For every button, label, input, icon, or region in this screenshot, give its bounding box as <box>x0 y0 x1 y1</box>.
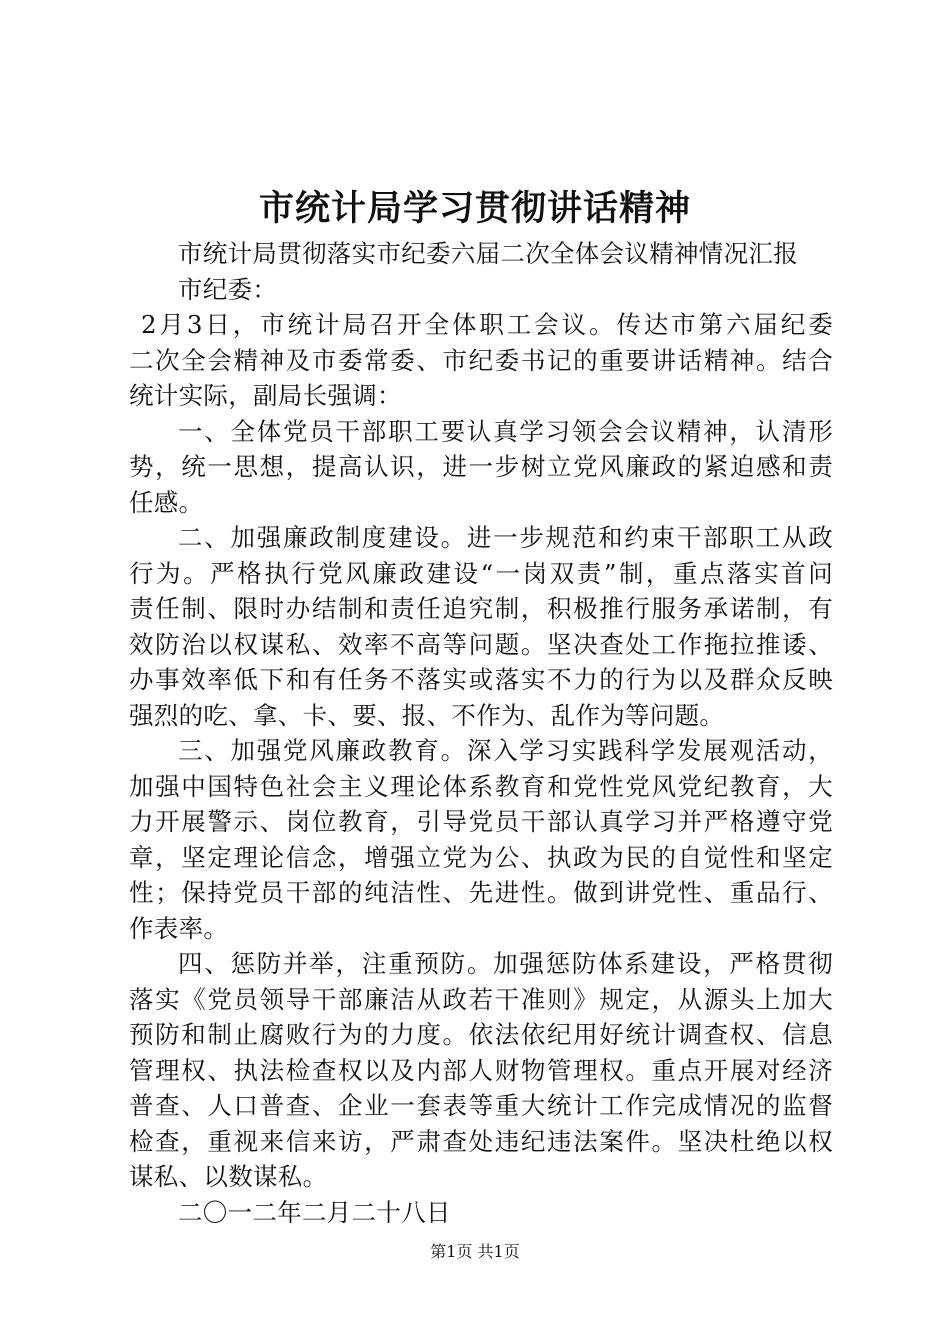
paragraph-four-line: 谋私、以数谋私。 <box>129 1162 328 1191</box>
paragraph-three-line: 章，坚定理论信念，增强立党为公、执政为民的自觉性和坚定 <box>129 842 833 872</box>
paragraph-four-line: 管理权、执法检查权以及内部人财物管理权。重点开展对经济 <box>129 1055 833 1085</box>
date-line: 二〇一二年二月二十八日 <box>178 1197 451 1227</box>
paragraph-one-line: 一、全体党员干部职工要认真学习领会会议精神，认清形 <box>178 416 833 446</box>
addressee-line: 市纪委： <box>178 274 278 304</box>
paragraph-two-line: 二、加强廉政制度建设。进一步规范和约束干部职工从政 <box>178 523 833 552</box>
paragraph-four-line: 预防和制止腐败行为的力度。依法依纪用好统计调查权、信息 <box>129 1020 833 1049</box>
paragraph-three-line: 力开展警示、岗位教育，引导党员干部认真学习并严格遵守党 <box>129 807 833 836</box>
paragraph-intro-line: 二次全会精神及市委常委、市纪委书记的重要讲话精神。结合 <box>129 345 833 375</box>
paragraph-four-line: 落实《党员领导干部廉洁从政若干准则》规定，从源头上加大 <box>129 984 833 1014</box>
document-body <box>129 236 833 1230</box>
paragraph-two-line: 行为。严格执行党风廉政建设“一岗双责”制，重点落实首问 <box>129 558 833 588</box>
report-heading-line: 市统计局贯彻落实市纪委六届二次全体会议精神情况汇报 <box>178 239 798 268</box>
paragraph-four-line: 四、惩防并举，注重预防。加强惩防体系建设，严格贯彻 <box>178 949 833 978</box>
paragraph-three-line: 性；保持党员干部的纯洁性、先进性。做到讲党性、重品行、 <box>129 878 833 907</box>
paragraph-intro-line: 统计实际，副局长强调： <box>129 381 402 410</box>
page-number-footer: 第1页 共1页 <box>430 1242 520 1261</box>
document-title: 市统计局学习贯彻讲话精神 <box>258 188 691 229</box>
paragraph-intro-line: 2月3日，市统计局召开全体职工会议。传达市第六届纪委 <box>141 310 833 339</box>
paragraph-two-line: 效防治以权谋私、效率不高等问题。坚决查处工作拖拉推诿、 <box>129 629 833 659</box>
paragraph-three-line: 作表率。 <box>129 913 229 943</box>
paragraph-three-line: 三、加强党风廉政教育。深入学习实践科学发展观活动， <box>178 736 833 765</box>
paragraph-two-line: 办事效率低下和有任务不落实或落实不力的行为以及群众反映 <box>129 665 833 694</box>
paragraph-one-line: 任感。 <box>129 487 204 517</box>
paragraph-four-line: 普查、人口普查、企业一套表等重大统计工作完成情况的监督 <box>129 1091 833 1120</box>
paragraph-four-line: 检查，重视来信来访，严肃查处违纪违法案件。坚决杜绝以权 <box>129 1126 833 1156</box>
paragraph-two-line: 责任制、限时办结制和责任追究制，积极推行服务承诺制，有 <box>129 594 833 623</box>
paragraph-two-line: 强烈的吃、拿、卡、要、报、不作为、乱作为等问题。 <box>129 700 725 730</box>
paragraph-three-line: 加强中国特色社会主义理论体系教育和党性党风党纪教育，大 <box>129 771 833 801</box>
paragraph-one-line: 势，统一思想，提高认识，进一步树立党风廉政的紧迫感和责 <box>129 452 833 481</box>
